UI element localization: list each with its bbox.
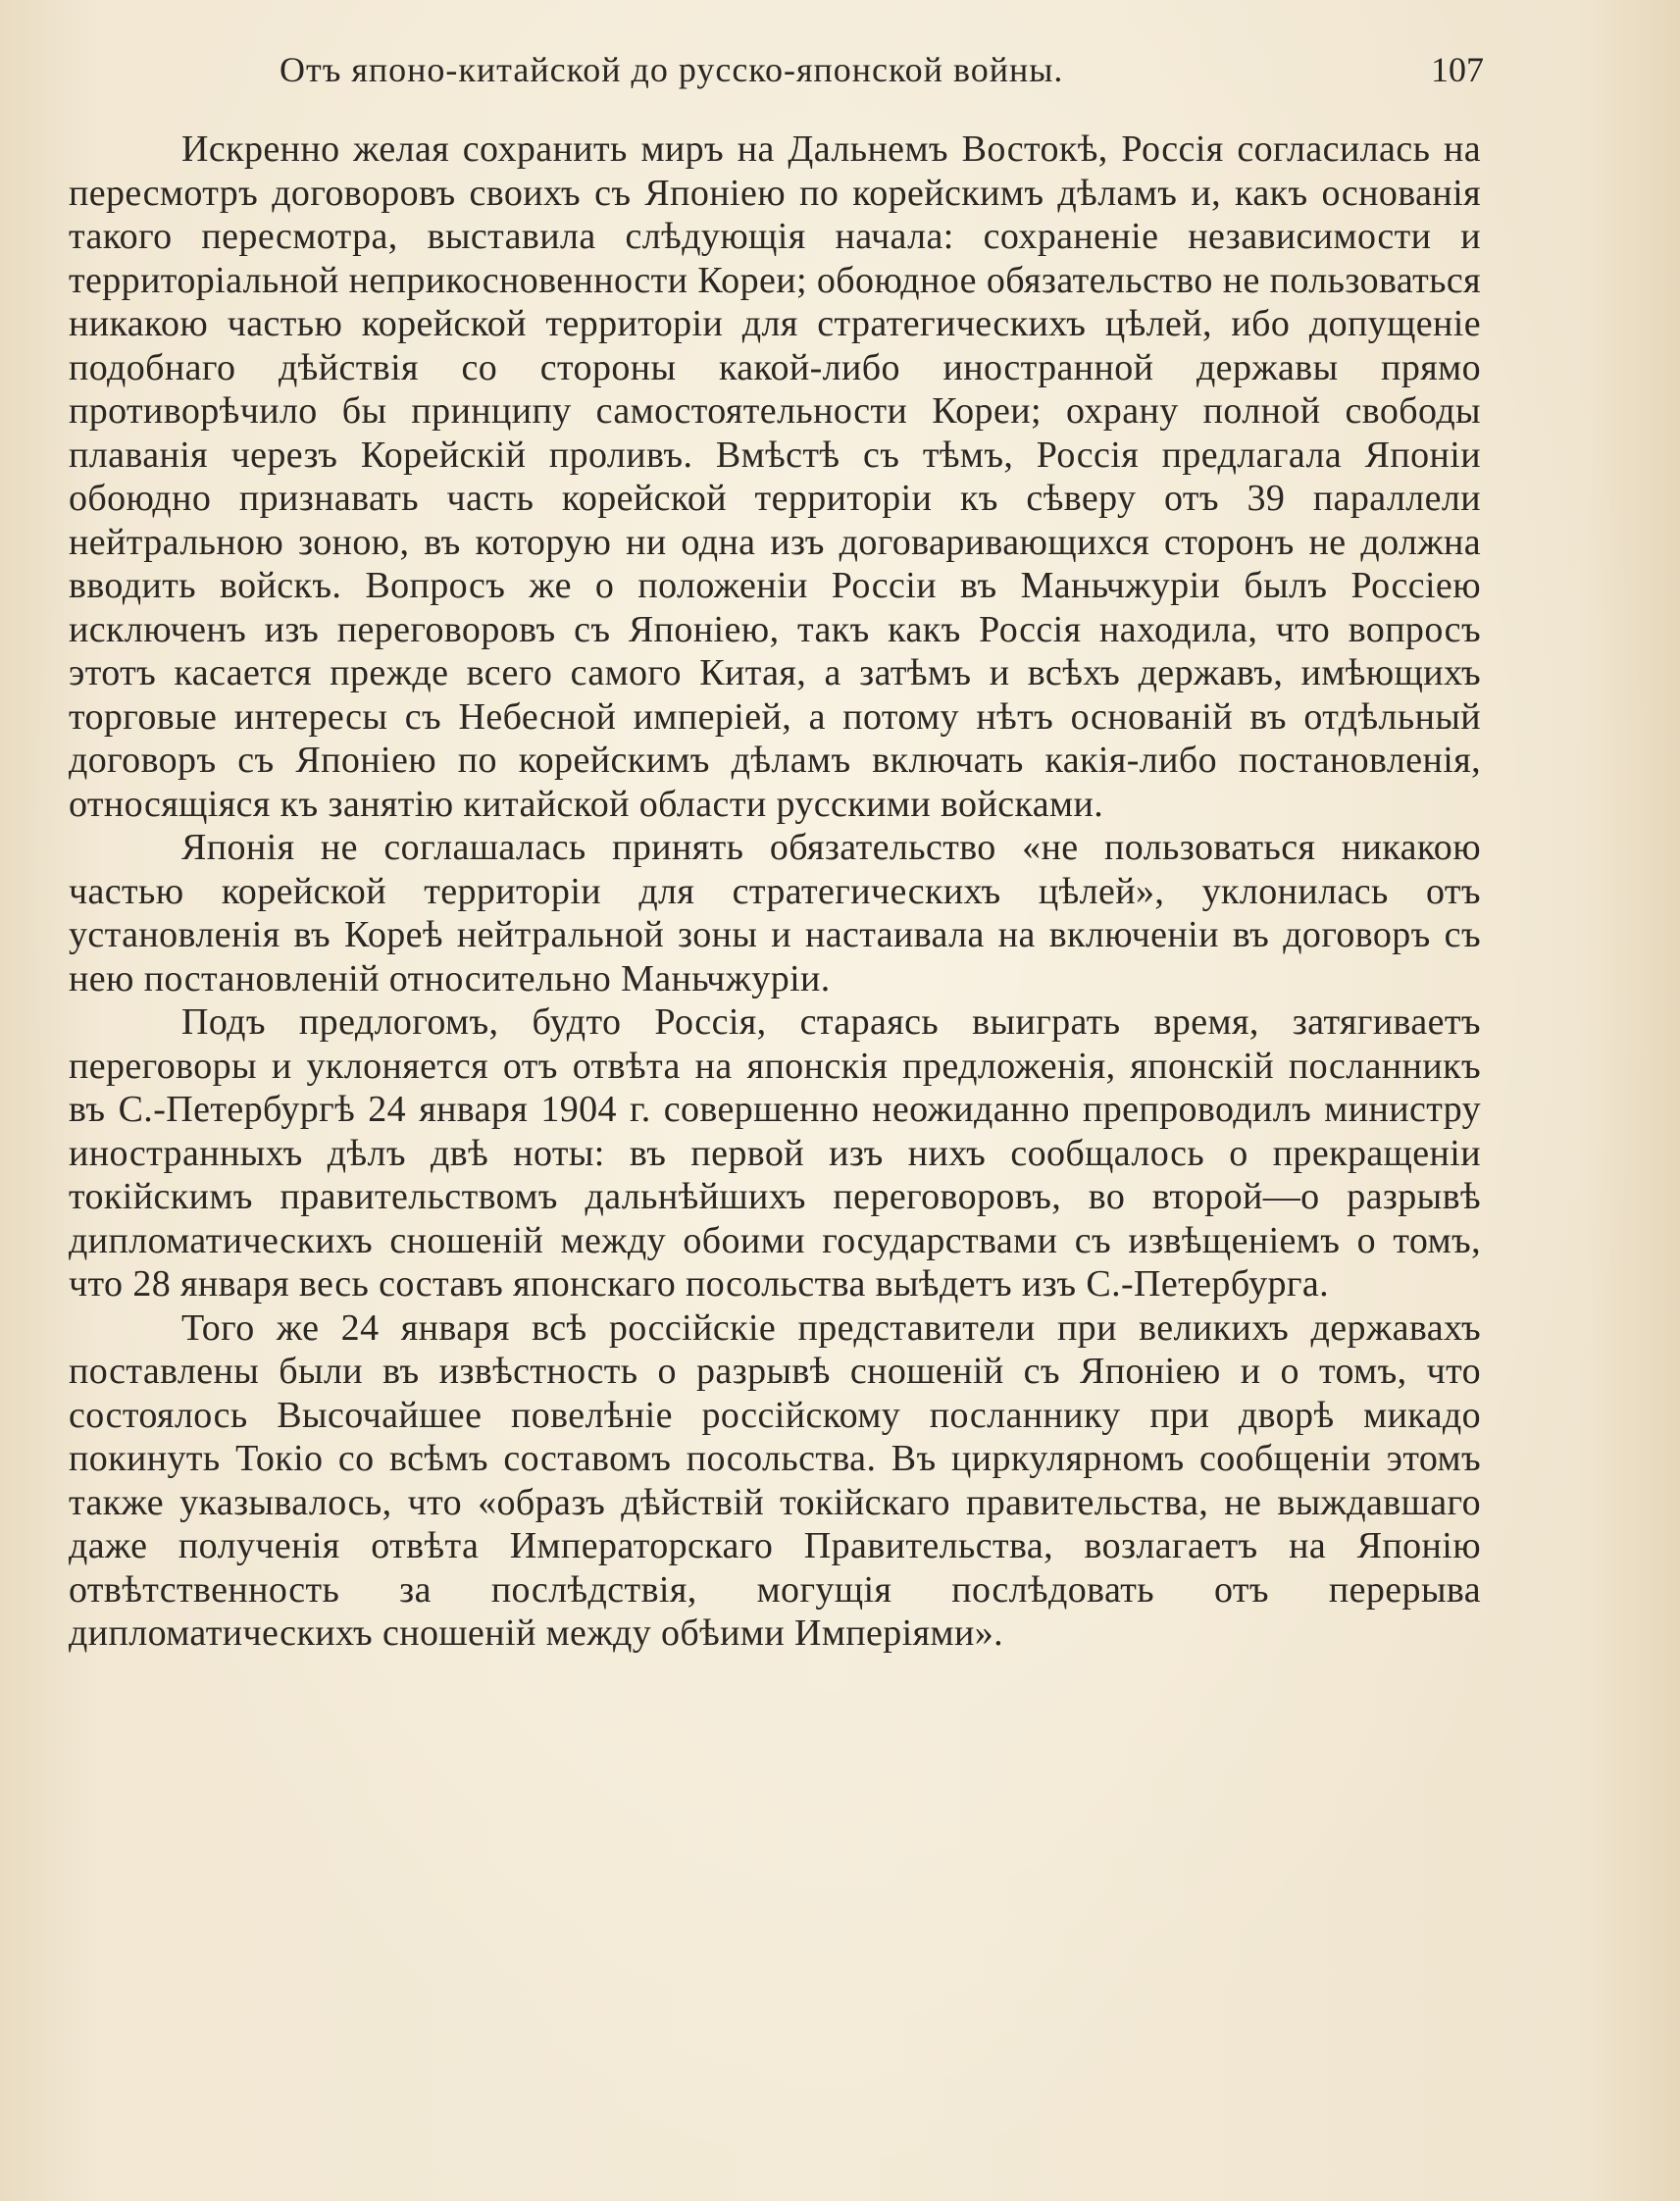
- paragraph: Японія не соглашалась принять обязательство «не пользоваться никакою частью корейской территоріи для стратегическихъ цѣлей», уклонилась отъ установленія въ Кореѣ нейтральной зоны и настаивала на включеніи въ договоръ съ нею постановленій относительно Маньчжуріи.: [69, 827, 1481, 999]
- paragraph: Того же 24 января всѣ россійскіе представители при великихъ державахъ поставлены были въ извѣстность о разрывѣ сношеній съ Японіею и о томъ, что состоялось Высочайшее повелѣніе россійскому посланнику при дворѣ микадо покинуть Токіо со всѣмъ составомъ посольства. Въ циркулярномъ сообщеніи этомъ также указывалось, что «образъ дѣйствій токійскаго правительства, не выждавшаго даже полученія отвѣта Императорскаго Правительства, возлагаетъ на Японію отвѣтственность за послѣдствія, могущія послѣдовать отъ перерыва дипломатическихъ сношеній между обѣими Имперіями».: [69, 1306, 1481, 1654]
- paragraph: Искренно желая сохранить миръ на Дальнемъ Востокѣ, Россія согласилась на пересмотръ договоровъ своихъ съ Японіею по корейскимъ дѣламъ и, какъ основанія такого пересмотра, выставила слѣдующія начала: сохраненіе независимости и территоріальной неприкосновенности Кореи; обоюдное обязательство не пользоваться никакою частью корейской территоріи для стратегическихъ цѣлей, ибо допущеніе подобнаго дѣйствія со стороны какой-либо иностранной державы прямо противорѣчило бы принципу самостоятельности Кореи; охрану полной свободы плаванія черезъ Корейскій проливъ. Вмѣстѣ съ тѣмъ, Россія предлагала Японіи обоюдно признавать часть корейской территоріи къ сѣверу отъ 39 параллели нейтральною зоною, въ которую ни одна изъ договаривающихся сторонъ не должна вводить войскъ. Вопросъ же о положеніи Россіи въ Маньчжуріи былъ Россіею исключенъ изъ переговоровъ съ Японіею, такъ какъ Россія находила, что вопросъ этотъ касается прежде всего самого Китая, а затѣмъ и всѣхъ державъ, имѣющихъ торговые интересы съ Небесной имперіей, а потому нѣтъ основаній въ отдѣльный договоръ съ Японіею по корейскимъ дѣламъ включать какія-либо постановленія, относящіяся къ занятію китайской области русскими войсками.: [69, 128, 1481, 825]
- body-text: [69, 128, 1481, 1656]
- paragraph: Подъ предлогомъ, будто Россія, стараясь выиграть время, затягиваетъ переговоры и уклоняется отъ отвѣта на японскія предложенія, японскій посланникъ въ С.-Петербургѣ 24 января 1904 г. совершенно неожиданно препроводилъ министру иностранныхъ дѣлъ двѣ ноты: въ первой изъ нихъ сообщалось о прекращеніи токійскимъ правительствомъ дальнѣйшихъ переговоровъ, во второй—о разрывѣ дипломатическихъ сношеній между обоими государствами съ извѣщеніемъ о томъ, что 28 января весь составъ японскаго посольства выѣдетъ изъ С.-Петербурга.: [69, 1001, 1481, 1305]
- running-header: [69, 39, 1484, 98]
- page-number: 107: [1431, 50, 1484, 89]
- running-header-title: Отъ японо-китайской до русско-японской войны.: [280, 50, 1064, 89]
